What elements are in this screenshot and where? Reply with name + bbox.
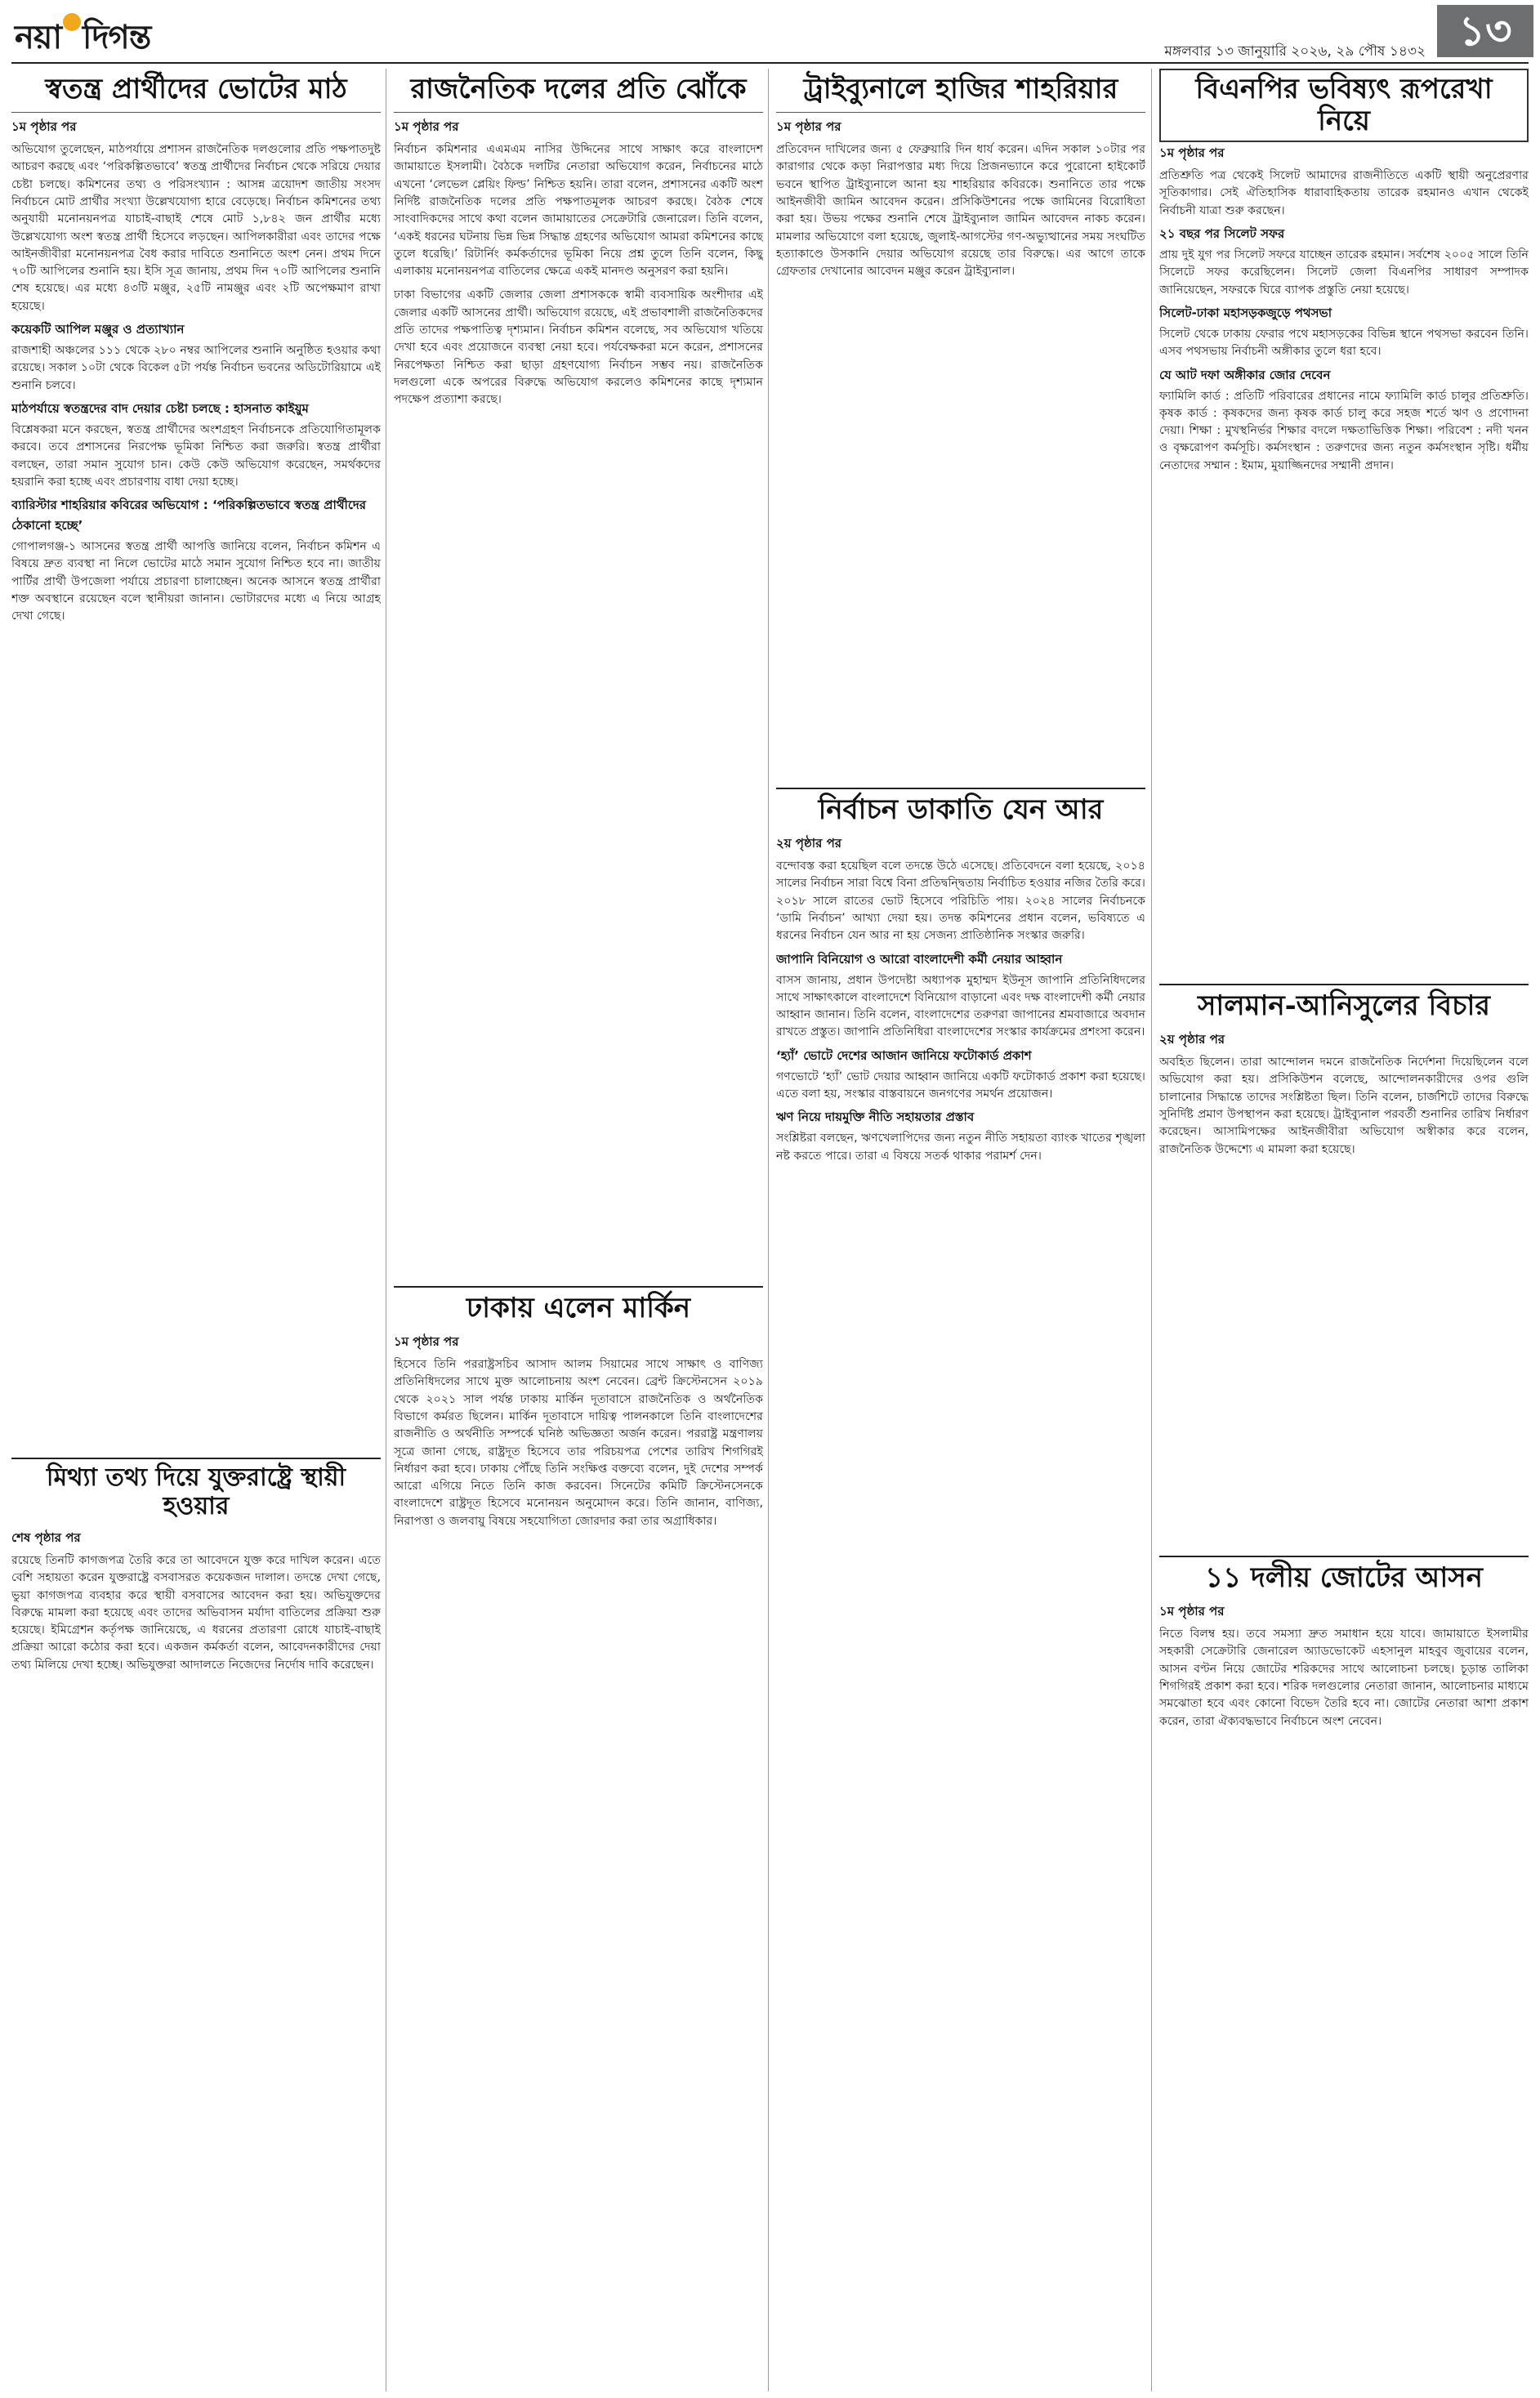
article-11-party-alliance: [1159, 1556, 1529, 2391]
masthead: [0, 0, 1540, 64]
article-body: গোপালগঞ্জ-১ আসনের স্বতন্ত্র প্রার্থী আপত্তি জানিয়ে বলেন, নির্বাচন কমিশন এ বিষয়ে দ্রুত ব্যবস্থা না নিলে ভোটের মাঠে সমান সুযোগ নিশ্চিত হবে না। জাতীয় পার্টির প্রার্থী উপজেলা পর্যায়ে প্রচারণা চালাচ্ছেন। অনেক আসনে স্বতন্ত্র প্রার্থীরা শক্ত অবস্থানে রয়েছেন বলে স্থানীয়রা জানান। ভোটারদের মধ্যে এ নিয়ে আগ্রহ দেখা গেছে।: [11, 540, 381, 623]
article-headline[interactable]: ঢাকায় এলেন মার্কিন: [466, 1292, 691, 1324]
column-4: [1159, 69, 1529, 2398]
article-body: বাসস জানায়, প্রধান উপদেষ্টা অধ্যাপক মুহাম্মদ ইউনূস জাপানি প্রতিনিধিদলের সাথে সাক্ষাৎকালে বাংলাদেশে বিনিয়োগ বাড়ানো এবং দক্ষ বাংলাদেশী কর্মী নেয়ার আহ্বান জানান। তিনি বলেন, বাংলাদেশের তরুণরা জাপানের শ্রমবাজারে অবদান রাখতে প্রস্তুত। জাপানি প্রতিনিধিরা বাংলাদেশের সংস্কার কার্যক্রমের প্রশংসা করেন।: [776, 973, 1145, 1039]
continued-from: ১ম পৃষ্ঠার পর: [394, 1334, 459, 1350]
article-body: গণভোটে ‘হ্যাঁ’ ভোট দেয়ার আহ্বান জানিয়ে একটি ফটোকার্ড প্রকাশ করা হয়েছে। এতে বলা হয়, সংস্কার বাস্তবায়নে জনগণের সমর্থন প্রয়োজন।: [776, 1069, 1145, 1101]
subheading: ২১ বছর পর সিলেট সফর: [1159, 226, 1285, 242]
sun-icon: [63, 13, 81, 31]
continued-from: ১ম পৃষ্ঠার পর: [394, 119, 459, 135]
column-3: [776, 69, 1145, 2398]
subheading: ‘হ্যাঁ’ ভোটে দেশের আজান জানিয়ে ফটোকার্ড প্রকাশ: [776, 1047, 1032, 1063]
article-body: বিশ্লেষকরা মনে করছেন, স্বতন্ত্র প্রার্থীদের অংশগ্রহণ নির্বাচনকে প্রতিযোগিতামূলক করবে। তবে প্রশাসনের নিরপেক্ষ ভূমিকা নিশ্চিত করা জরুরি। স্বতন্ত্র প্রার্থীরা বলছেন, তারা সমান সুযোগ চান। কেউ কেউ অভিযোগ করেছেন, সমর্থকদের হয়রানি করা হচ্ছে এবং প্রচারণায় বাধা দেয়া হচ্ছে।: [11, 422, 381, 489]
dateline: মঙ্গলবার ১৩ জানুয়ারি ২০২৬, ২৯ পৌষ ১৪৩২: [1164, 43, 1426, 60]
continued-from: ২য় পৃষ্ঠার পর: [1159, 1032, 1225, 1047]
article-headline[interactable]: মিথ্যা তথ্য দিয়ে যুক্তরাষ্ট্রে স্থায়ী হওয়ার: [46, 1463, 346, 1521]
article-bnp-roadmap: [1159, 69, 1529, 976]
column-1: [11, 69, 381, 2398]
continued-from: শেষ পৃষ্ঠার পর: [11, 1530, 81, 1545]
article-headline[interactable]: সালমান-আনিসুলের বিচার: [1197, 989, 1491, 1022]
article-body: বন্দোবস্ত করা হয়েছিল বলে তদন্তে উঠে এসেছে। প্রতিবেদনে বলা হয়েছে, ২০১৪ সালের নির্বাচন সারা বিশ্বে বিনা প্রতিদ্বন্দ্বিতায় নির্বাচিত হওয়ার নজির তৈরি করে। ২০১৮ সালে রাতের ভোট হিসেবে পরিচিতি পায়। ২০২৪ সালের নির্বাচনকে ‘ডামি নির্বাচন’ আখ্যা দেয়া হয়। তদন্ত কমিশনের প্রধান বলেন, ভবিষ্যতে এ ধরনের নির্বাচন যেন আর না হয় সেজন্য প্রাতিষ্ঠানিক সংস্কার জরুরি।: [776, 860, 1145, 943]
article-us-immigration: [11, 1458, 381, 2391]
logo-left-text: নয়া: [15, 18, 62, 56]
headline-rule: [11, 112, 381, 113]
article-body: সংশ্লিষ্টরা বলছেন, ঋণখেলাপিদের জন্য নতুন নীতি সহায়তা ব্যাংক খাতের শৃঙ্খলা নষ্ট করতে পারে। তারা এ বিষয়ে সতর্ক থাকার পরামর্শ দেন।: [776, 1132, 1145, 1163]
continued-from: ১ম পৃষ্ঠার পর: [11, 119, 77, 135]
article-body: হিসেবে তিনি পররাষ্ট্রসচিব আসাদ আলম সিয়ামের সাথে সাক্ষাৎ ও বাণিজ্য প্রতিনিধিদলের সাথে মুক্ত আলোচনায় অংশ নেবেন। ব্রেন্ট ক্রিস্টেনসেন ২০১৯ থেকে ২০২১ সাল পর্যন্ত ঢাকায় মার্কিন দূতাবাসে রাজনৈতিক ও অর্থনৈতিক বিভাগে কর্মরত ছিলেন। মার্কিন দূতাবাসে দায়িত্ব পালনকালে তিনি বাংলাদেশের রাজনীতি ও অর্থনীতি সম্পর্কে ঘনিষ্ঠ অভিজ্ঞতা অর্জন করেন। পররাষ্ট্র মন্ত্রণালয় সূত্রে জানা গেছে, রাষ্ট্রদূত হিসেবে তার পরিচয়পত্র পেশের তারিখ শিগগিরই নির্ধারণ করা হবে। ঢাকায় পৌঁছে তিনি সংক্ষিপ্ত বক্তব্যে বলেন, দুই দেশের সম্পর্ক আরো এগিয়ে নিতে তিনি কাজ করবেন। সিনেটের কমিটি ক্রিস্টেনসেনকে বাংলাদেশে রাষ্ট্রদূত হিসেবে মনোনয়ন অনুমোদন করে। তিনি জানান, বাণিজ্য, নিরাপত্তা ও জলবায়ু বিষয়ে সহযোগিতা জোরদার করা তার অগ্রাধিকার।: [394, 1358, 763, 1528]
article-headline[interactable]: বিএনপির ভবিষ্যৎ রূপরেখা নিয়ে: [1159, 69, 1529, 142]
article-tribunal: [776, 69, 1145, 779]
article-body: রাজশাহী অঞ্চলের ১১১ থেকে ২৮০ নম্বর আপিলের শুনানি অনুষ্ঠিত হওয়ার কথা রয়েছে। সকাল ১০টা থেকে বিকেল ৫টা পর্যন্ত নির্বাচন ভবনের অডিটোরিয়ামে এই শুনানি চলবে।: [11, 344, 381, 392]
headline-rule: [394, 112, 763, 113]
column-2: [394, 69, 763, 2398]
subheading: জাপানি বিনিয়োগ ও আরো বাংলাদেশী কর্মী নেয়ার আহ্বান: [776, 951, 1063, 967]
article-election-robbery: [776, 788, 1145, 2391]
subheading: কয়েকটি আপিল মঞ্জুর ও প্রত্যাখ্যান: [11, 322, 185, 337]
article-us-ambassador: [394, 1286, 763, 2391]
subheading: ব্যারিস্টার শাহরিয়ার কবিরের অভিযোগ : ‘পরিকল্পিতভাবে স্বতন্ত্র প্রার্থীদের ঠেকানো হচ্ছে’: [11, 498, 366, 534]
article-body: প্রতিবেদন দাখিলের জন্য ৫ ফেব্রুয়ারি দিন ধার্য করেন। এদিন সকাল ১০টার পর কারাগার থেকে কড়া নিরাপত্তার মধ্য দিয়ে প্রিজনভ্যানে করে পুরোনো হাইকোর্ট ভবনে স্থাপিত ট্রাইব্যুনালে আনা হয় শাহরিয়ার কবিরকে। শুনানিতে তার পক্ষে আইনজীবী জামিন আবেদন করেন। প্রসিকিউশনের পক্ষে জামিনের বিরোধিতা করা হয়। উভয় পক্ষের শুনানি শেষে ট্রাইব্যুনাল জামিন আবেদন নাকচ করেন। মামলার অভিযোগে বলা হয়েছে, জুলাই-আগস্টের গণ-অভ্যুত্থানের সময় সংঘটিত হত্যাকাণ্ডে উসকানি দেয়ার অভিযোগ রয়েছে তার বিরুদ্ধে। এর আগে তাকে গ্রেফতার দেখানোর আবেদন মঞ্জুর করেন ট্রাইব্যুনাল।: [776, 143, 1145, 279]
article-body: অবহিত ছিলেন। তারা আন্দোলন দমনে রাজনৈতিক নির্দেশনা দিয়েছিলেন বলে অভিযোগ করা হয়। প্রসিকিউশন বলেছে, আন্দোলনকারীদের ওপর গুলি চালানোর সিদ্ধান্তে তাদের সংশ্লিষ্টতা ছিল। তিনি বলেন, চার্জশিটে তাদের বিরুদ্ধে সুনির্দিষ্ট প্রমাণ উপস্থাপন করা হয়েছে। ট্রাইব্যুনাল পরবর্তী শুনানির তারিখ নির্ধারণ করেছেন। আসামিপক্ষের আইনজীবীরা অভিযোগ অস্বীকার করে বলেন, রাজনৈতিক উদ্দেশ্যে এ মামলা করা হয়েছে।: [1159, 1056, 1529, 1156]
logo-right-text: দিগন্ত: [83, 18, 151, 56]
article-body: নিতে বিলম্ব হয়। তবে সমস্যা দ্রুত সমাধান হয়ে যাবে। জামায়াতে ইসলামীর সহকারী সেক্রেটারি জেনারেল অ্যাডভোকেট এহসানুল মাহবুব জুবায়ের বলেন, আসন বণ্টন নিয়ে জোটের শরিকদের সাথে আলোচনা চলছে। চূড়ান্ত তালিকা শিগগিরই প্রকাশ করা হবে। শরিক দলগুলোর নেতারা জানান, আলোচনার মাধ্যমে সমঝোতা হবে এবং কোনো বিভেদ তৈরি হবে না। জোটের নেতারা আশা প্রকাশ করেন, তারা ঐক্যবদ্ধভাবে নির্বাচনে অংশ নেবেন।: [1159, 1628, 1529, 1728]
article-headline[interactable]: স্বতন্ত্র প্রার্থীদের ভোটের মাঠ: [45, 73, 347, 105]
article-independent-candidates: [11, 69, 381, 1449]
continued-from: ১ম পৃষ্ঠার পর: [776, 119, 841, 135]
article-body: রয়েছে তিনটি কাগজপত্র তৈরি করে তা আবেদনে যুক্ত করে দাখিল করেন। এতে বেশি সহায়তা করেন যুক্তরাষ্ট্রে বসবাসরত কয়েকজন দালাল। তদন্তে দেখা গেছে, ভুয়া কাগজপত্র ব্যবহার করে স্থায়ী বসবাসের আবেদন করা হয়। অভিযুক্তদের বিরুদ্ধে মামলা করা হয়েছে এবং তাদের অভিবাসন মর্যাদা বাতিলের প্রক্রিয়া শুরু হয়েছে। ইমিগ্রেশন কর্তৃপক্ষ জানিয়েছে, এ ধরনের প্রতারণা রোধে যাচাই-বাছাই প্রক্রিয়া আরো কঠোর করা হবে। একজন কর্মকর্তা বলেন, আবেদনকারীদের দেয়া তথ্য মিলিয়ে দেখা হচ্ছে। অভিযুক্তরা আদালতে নিজেদের নির্দোষ দাবি করেছেন।: [11, 1554, 381, 1672]
masthead-rule: [11, 62, 1529, 64]
subheading: মাঠপর্যায়ে স্বতন্ত্রদের বাদ দেয়ার চেষ্টা চলছে : হাসনাত কাইয়ুম: [11, 400, 309, 416]
article-headline[interactable]: রাজনৈতিক দলের প্রতি ঝোঁকে: [410, 73, 747, 105]
page-number: ১৩: [1437, 5, 1533, 57]
article-body: নির্বাচন কমিশনার এএমএম নাসির উদ্দিনের সাথে সাক্ষাৎ করে বাংলাদেশ জামায়াতে ইসলামী। বৈঠকে দলটির নেতারা অভিযোগ করেন, নির্বাচনের মাঠে এখনো ‘লেভেল প্লেয়িং ফিল্ড’ নিশ্চিত হয়নি। তারা বলেন, প্রশাসনের একটি অংশ নির্দিষ্ট রাজনৈতিক দলের প্রতি পক্ষপাতমূলক আচরণ করছে। বৈঠক শেষে সাংবাদিকদের সাথে কথা বলেন জামায়াতের সেক্রেটারি জেনারেল। তিনি বলেন, ‘একই ধরনের ঘটনায় ভিন্ন ভিন্ন সিদ্ধান্ত গ্রহণের অভিযোগ আমরা কমিশনের কাছে তুলে ধরেছি।’ রিটার্নিং কর্মকর্তাদের ভূমিকা নিয়ে প্রশ্ন তুলে তিনি বলেন, কিছু এলাকায় মনোনয়নপত্র বাতিলের ক্ষেত্রে একই মানদণ্ড অনুসরণ করা হয়নি।: [394, 143, 763, 279]
article-headline[interactable]: ১১ দলীয় জোটের আসন: [1205, 1561, 1483, 1594]
subheading: যে আট দফা অঙ্গীকার জোর দেবেন: [1159, 367, 1331, 382]
article-political-bias: [394, 69, 763, 1278]
continued-from: ২য় পৃষ্ঠার পর: [776, 836, 842, 851]
subheading: ঋণ নিয়ে দায়মুক্তি নীতি সহায়তার প্রস্তাব: [776, 1110, 975, 1125]
article-body: সিলেট থেকে ঢাকায় ফেরার পথে মহাসড়কের বিভিন্ন স্থানে পথসভা করবেন তিনি। এসব পথসভায় নির্বাচনী অঙ্গীকার তুলে ধরা হবে।: [1159, 327, 1529, 359]
continued-from: ১ম পৃষ্ঠার পর: [1159, 1604, 1225, 1619]
column-divider: [1151, 69, 1152, 2391]
article-headline[interactable]: ট্রাইব্যুনালে হাজির শাহরিয়ার: [803, 73, 1118, 105]
subheading: সিলেট-ঢাকা মহাসড়কজুড়ে পথসভা: [1159, 305, 1332, 320]
article-body: প্রায় দুই যুগ পর সিলেট সফরে যাচ্ছেন তারেক রহমান। সর্বশেষ ২০০৫ সালে তিনি সিলেটে সফর করেছিলেন। সিলেট জেলা বিএনপির সাধারণ সম্পাদক জানিয়েছেন, সফরকে ঘিরে ব্যাপক প্রস্তুতি নেয়া হয়েছে।: [1159, 248, 1529, 297]
article-body: ঢাকা বিভাগের একটি জেলার জেলা প্রশাসককে স্বামী ব্যবসায়িক অংশীদার এই জেলার একটি আসনের প্রার্থী। অভিযোগ রয়েছে, এই প্রভাবশালী রাজনৈতিকদের প্রতি তাদের পক্ষপাতিত্ব দৃশ্যমান। নির্বাচন কমিশন বলেছে, সব অভিযোগ খতিয়ে দেখা হবে এবং প্রয়োজনে ব্যবস্থা নেয়া হবে। পর্যবেক্ষকরা মনে করেন, প্রশাসনের নিরপেক্ষতা নিশ্চিত করা ছাড়া গ্রহণযোগ্য নির্বাচন সম্ভব নয়। রাজনৈতিক দলগুলো একে অপরের বিরুদ্ধে অভিযোগ করলেও কমিশনের কাছে দৃশ্যমান পদক্ষেপ প্রত্যাশা করছে।: [394, 288, 763, 407]
article-salman-anisul-trial: [1159, 984, 1529, 1549]
continued-from: ১ম পৃষ্ঠার পর: [1159, 145, 1225, 161]
article-headline[interactable]: নির্বাচন ডাকাতি যেন আর: [818, 793, 1104, 826]
article-body: প্রতিশ্রুতি পত্র থেকেই সিলেট আমাদের রাজনীতিতে একটি স্থায়ী অনুপ্রেরণার সূতিকাগার। সেই ঐতিহাসিক ধারাবাহিকতায় তারেক রহমানও এখান থেকেই নির্বাচনী যাত্রা শুরু করছেন।: [1159, 169, 1529, 217]
article-body: ফ্যামিলি কার্ড : প্রতিটি পরিবারের প্রধানের নামে ফ্যামিলি কার্ড চালুর প্রতিশ্রুতি। কৃষক কার্ড : কৃষকদের জন্য কৃষক কার্ড চালু করে সহজ শর্তে ঋণ ও প্রণোদনা দেয়া। শিক্ষা : মুখস্থনির্ভর শিক্ষার বদলে দক্ষতাভিত্তিক শিক্ষা। পরিবেশ : নদী খনন ও বৃক্ষরোপণ কর্মসূচি। কর্মসংস্থান : তরুণদের জন্য নতুন কর্মসংস্থান সৃষ্টি। ধর্মীয় নেতাদের সম্মান : ইমাম, মুয়াজ্জিনদের সম্মানী প্রদান।: [1159, 389, 1529, 472]
newspaper-logo[interactable]: [15, 11, 150, 66]
headline-rule: [776, 112, 1145, 113]
column-divider: [768, 69, 769, 2391]
article-body: অভিযোগ তুলেছেন, মাঠপর্যায়ে প্রশাসন রাজনৈতিক দলগুলোর প্রতি পক্ষপাতদুষ্ট আচরণ করছে এবং ‘পরিকল্পিতভাবে’ স্বতন্ত্র প্রার্থীদের নির্বাচন থেকে সরিয়ে দেয়ার চেষ্টা চলছে। কমিশনের তথ্য ও পরিসংখ্যান : আসন্ন ত্রয়োদশ জাতীয় সংসদ নির্বাচনে মোট প্রার্থীর সংখ্যা উল্লেখযোগ্য হারে বেড়েছে। নির্বাচন কমিশনের তথ্য অনুযায়ী মনোনয়নপত্র যাচাই-বাছাই শেষে মোট ১,৮৪২ জন প্রার্থীর মধ্যে উল্লেখযোগ্য অংশ স্বতন্ত্র প্রার্থী হিসেবে লড়ছেন। আপিলকারীরা এবং তাদের পক্ষে আইনজীবীরা মনোনয়নপত্র বৈধ করার দাবিতে শুনানিতে অংশ নেন। প্রথম দিনে ৭০টি আপিলের শুনানি হয়। ইসি সূত্র জানায়, প্রথম দিন ৭০টি আপিলের শুনানি শেষ হয়েছে। এর মধ্যে ৪৩টি মঞ্জুর, ২৫টি নামঞ্জুর এবং ২টি অপেক্ষমাণ রাখা হয়েছে।: [11, 143, 381, 313]
